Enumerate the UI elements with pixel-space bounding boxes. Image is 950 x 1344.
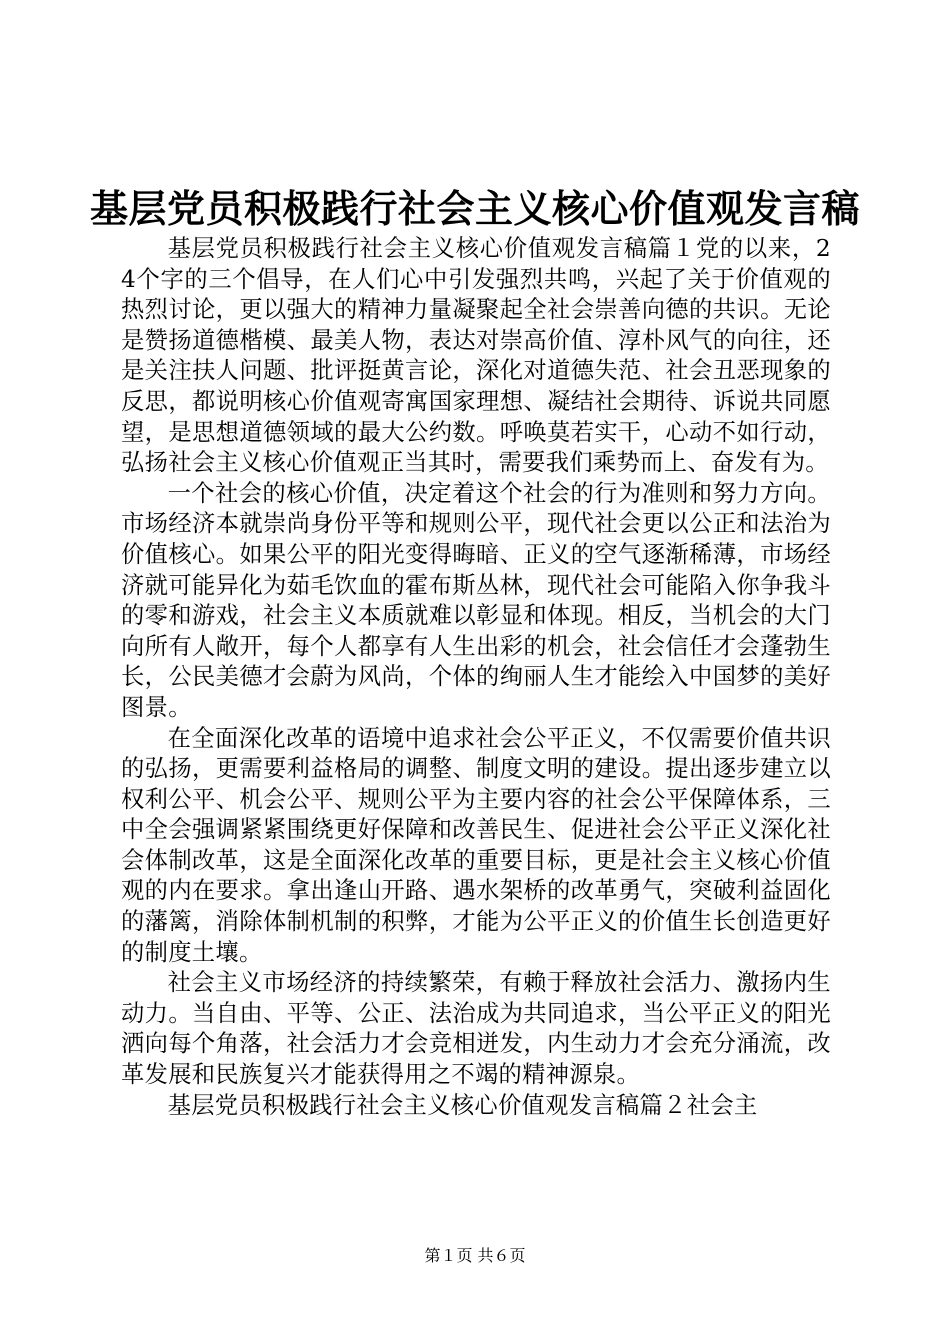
document-body (121, 234, 831, 1121)
paragraph-3: 在全面深化改革的语境中追求社会公平正义，不仅需要价值共识的弘扬，更需要利益格局的调整、制度文明的建设。提出逐步建立以权利公平、机会公平、规则公平为主要内容的社会公平保障体系，三中全会强调紧紧围绕更好保障和改善民生、促进社会公平正义深化社会体制改革，这是全面深化改革的重要目标，更是社会主义核心价值观的内在要求。拿出逢山开路、遇水架桥的改革勇气，突破利益固化的藩篱，消除体制机制的积弊，才能为公平正义的价值生长创造更好的制度土壤。 (121, 724, 831, 966)
paragraph-5: 基层党员积极践行社会主义核心价值观发言稿篇２社会主 (167, 1091, 758, 1119)
document-title: 基层党员积极践行社会主义核心价值观发言稿 (89, 186, 860, 231)
paragraph-2: 一个社会的核心价值，决定着这个社会的行为准则和努力方向。市场经济本就崇尚身份平等和规则公平，现代社会更以公正和法治为价值核心。如果公平的阳光变得晦暗、正义的空气逐渐稀薄，市场经济就可能异化为茹毛饮血的霍布斯丛林，现代社会可能陷入你争我斗的零和游戏，社会主义本质就难以彰显和体现。相反，当机会的大门向所有人敞开，每个人都享有人生出彩的机会，社会信任才会蓬勃生长，公民美德才会蔚为风尚，个体的绚丽人生才能绘入中国梦的美好图景。 (121, 479, 831, 721)
paragraph-1: 基层党员积极践行社会主义核心价值观发言稿篇１党的以来，24个字的三个倡导，在人们心中引发强烈共鸣，兴起了关于价值观的热烈讨论，更以强大的精神力量凝聚起全社会崇善向德的共识。无论是赞扬道德楷模、最美人物，表达对崇高价值、淳朴风气的向往，还是关注扶人问题、批评挺黄言论，深化对道德失范、社会丑恶现象的反思，都说明核心价值观寄寓国家理想、凝结社会期待、诉说共同愿望，是思想道德领域的最大公约数。呼唤莫若实干，心动不如行动，弘扬社会主义核心价值观正当其时，需要我们乘势而上、奋发有为。 (121, 235, 831, 477)
paragraph-4: 社会主义市场经济的持续繁荣，有赖于释放社会活力、激扬内生动力。当自由、平等、公正、法治成为共同追求，当公平正义的阳光洒向每个角落，社会活力才会竞相迸发，内生动力才会充分涌流，改革发展和民族复兴才能获得用之不竭的精神源泉。 (121, 969, 831, 1089)
page-footer: 第１页 共６页 (424, 1246, 526, 1265)
